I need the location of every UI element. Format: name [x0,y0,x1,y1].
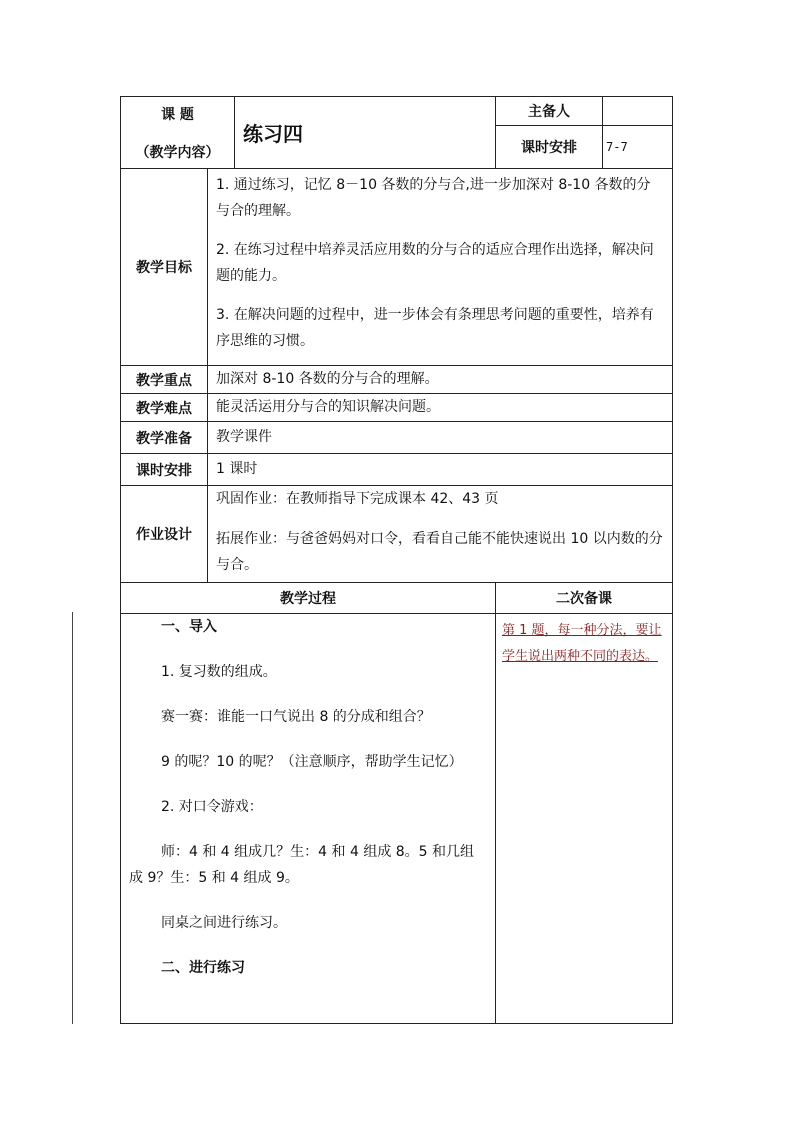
second-prep-header: 二次备课 [496,583,672,614]
topic-label-cell [121,97,235,169]
difficulty-label: 教学难点 [121,394,208,422]
second-prep-note: 第 1 题，每一种分法，要让学生说出两种不同的表达。 [502,623,662,664]
schedule-value: 7-7 [603,126,672,169]
preparation-value: 教学课件 [208,422,672,454]
difficulty-value: 能灵活运用分与合的知识解决问题。 [208,394,672,422]
objective-item-3: 3. 在解决问题的过程中，进一步体会有条理思考问题的重要性，培养有序思维的习惯。 [216,307,654,349]
periods-label: 课时安排 [121,454,208,486]
objective-item-2: 2. 在练习过程中培养灵活应用数的分与合的适应合理作出选择，解决问题的能力。 [216,242,654,284]
binding-margin-line [72,612,73,1024]
periods-value: 1 课时 [208,454,672,486]
objectives-label: 教学目标 [121,169,208,366]
process-line: 2. 对口令游戏： [161,799,263,815]
process-section-intro: 一、导入 [161,619,217,635]
preparation-label: 教学准备 [121,422,208,454]
process-line: 同桌之间进行练习。 [161,915,287,931]
second-prep-content [496,614,672,1023]
homework-consolidate: 巩固作业：在教师指导下完成课本 42、43 页 [216,491,499,507]
lesson-title: 练习四 [243,122,303,146]
process-content [121,614,496,1023]
key-point-label: 教学重点 [121,366,208,394]
preparer-value [603,97,672,126]
process-line: 9 的呢？10 的呢？（注意顺序，帮助学生记忆） [161,754,463,770]
topic-label-line2: （教学内容） [135,144,220,161]
process-header: 教学过程 [121,583,496,614]
homework-extend: 拓展作业：与爸爸妈妈对口令，看看自己能不能快速说出 10 以内数的分与合。 [216,531,663,573]
process-section-practice: 二、进行练习 [161,960,245,976]
schedule-label: 课时安排 [496,126,603,169]
process-line: 赛一赛：谁能一口气说出 8 的分成和组合？ [161,709,431,725]
process-line: 1. 复习数的组成。 [161,664,277,680]
key-point-value: 加深对 8-10 各数的分与合的理解。 [208,366,672,394]
lesson-plan-table [120,96,673,1024]
objectives-content [208,169,672,366]
preparer-label: 主备人 [496,97,603,126]
lesson-title-cell [235,97,496,169]
objective-item-1: 1. 通过练习，记忆 8－10 各数的分与合,进一步加深对 8-10 各数的分与合的理解。 [216,177,651,219]
homework-content [208,486,672,583]
homework-label: 作业设计 [121,486,208,583]
process-line: 师：4 和 4 组成几？生：4 和 4 组成 8。5 和几组成 9？生：5 和 4 组成 9。 [129,844,475,886]
topic-label-line1: 课 题 [161,106,194,123]
